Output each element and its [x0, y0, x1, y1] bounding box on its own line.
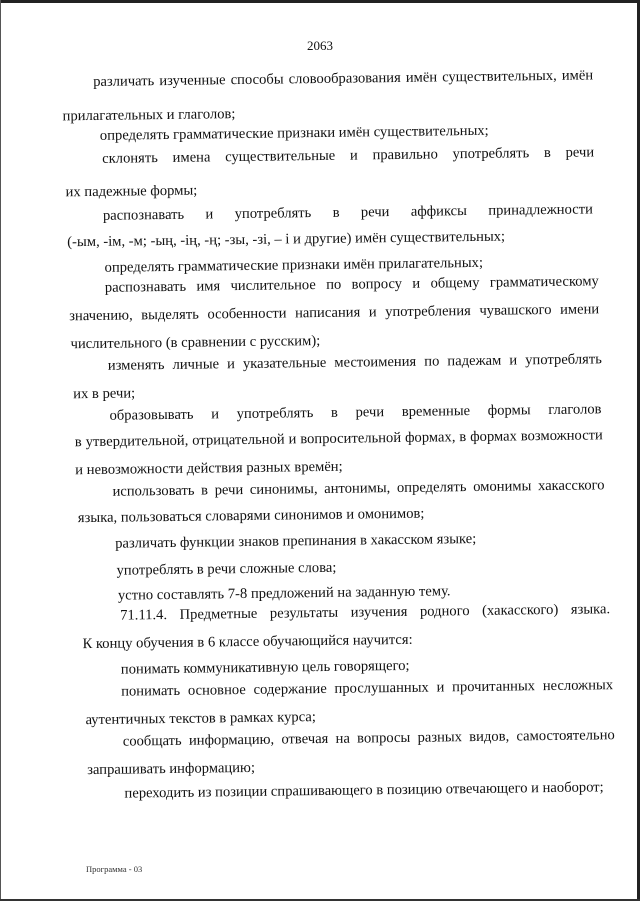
text-line: различать функции знаков препинания в хакасском языке;: [115, 530, 477, 552]
text-line: понимать основное содержание прослушанных и прочитанных несложных: [121, 677, 614, 700]
text-line: 71.11.4. Предметные результаты изучения родного (хакасского) языка.: [120, 601, 611, 624]
text-line: в утвердительной, отрицательной и вопросительной формах, в формах возможности: [74, 427, 603, 451]
text-line: числительного (в сравнении с русским);: [70, 332, 321, 353]
page-number: 2063: [307, 38, 333, 53]
text-line: К концу обучения в 6 классе обучающийся научится:: [82, 631, 413, 653]
footer-program-label: Программа - 03: [86, 864, 143, 874]
text-line: и невозможности действия разных времён;: [75, 458, 343, 479]
text-line: образовывать и употреблять в речи временные формы глаголов: [109, 401, 602, 424]
text-line: различать изученные способы словообразования имён существительных, имён: [93, 67, 594, 90]
scan-border-left: [0, 0, 1, 901]
text-line: аутентичных текстов в рамках курса;: [85, 709, 316, 729]
text-line: сообщать информацию, отвечая на вопросы разных видов, самостоятельно: [122, 727, 615, 750]
text-line: изменять личные и указательные местоимения по падежам и употреблять: [107, 351, 602, 374]
text-line: устно составлять 7-8 предложений на заданную тему.: [117, 583, 451, 604]
text-line: значению, выделять особенности написания и употребления чувашского имени: [69, 301, 600, 325]
text-line: определять грамматические признаки имён существительных;: [99, 122, 489, 144]
text-line: прилагательных и глаголов;: [62, 106, 236, 125]
text-line: определять грамматические признаки имён прилагательных;: [104, 254, 484, 276]
text-line: их падежные формы;: [65, 182, 198, 201]
text-line: использовать в речи синонимы, антонимы, определять омонимы хакасского: [112, 477, 605, 500]
text-line: употреблять в речи сложные слова;: [116, 559, 337, 579]
text-line: запрашивать информацию;: [87, 759, 256, 779]
text-line: языка, пользоваться словарями синонимов и омонимов;: [77, 505, 425, 527]
text-line: переходить из позиции спрашивающего в позицию отвечающего и наоборот;: [124, 779, 604, 802]
text-line: (-ым, -ім, -м; -ың, -ің, -ң; -зы, -зі, – і и другие) имён существительных;: [67, 228, 506, 251]
text-line: распознавать имя числительное по вопросу и общему грамматическому: [104, 273, 599, 296]
text-line: их в речи;: [73, 385, 136, 403]
text-line: распознавать и употреблять в речи аффиксы принадлежности: [102, 201, 593, 224]
text-line: понимать коммуникативную цель говорящего;: [120, 657, 410, 678]
scan-border-top: [0, 0, 640, 3]
text-line: склонять имена существительные и правильно употреблять в речи: [102, 144, 595, 167]
